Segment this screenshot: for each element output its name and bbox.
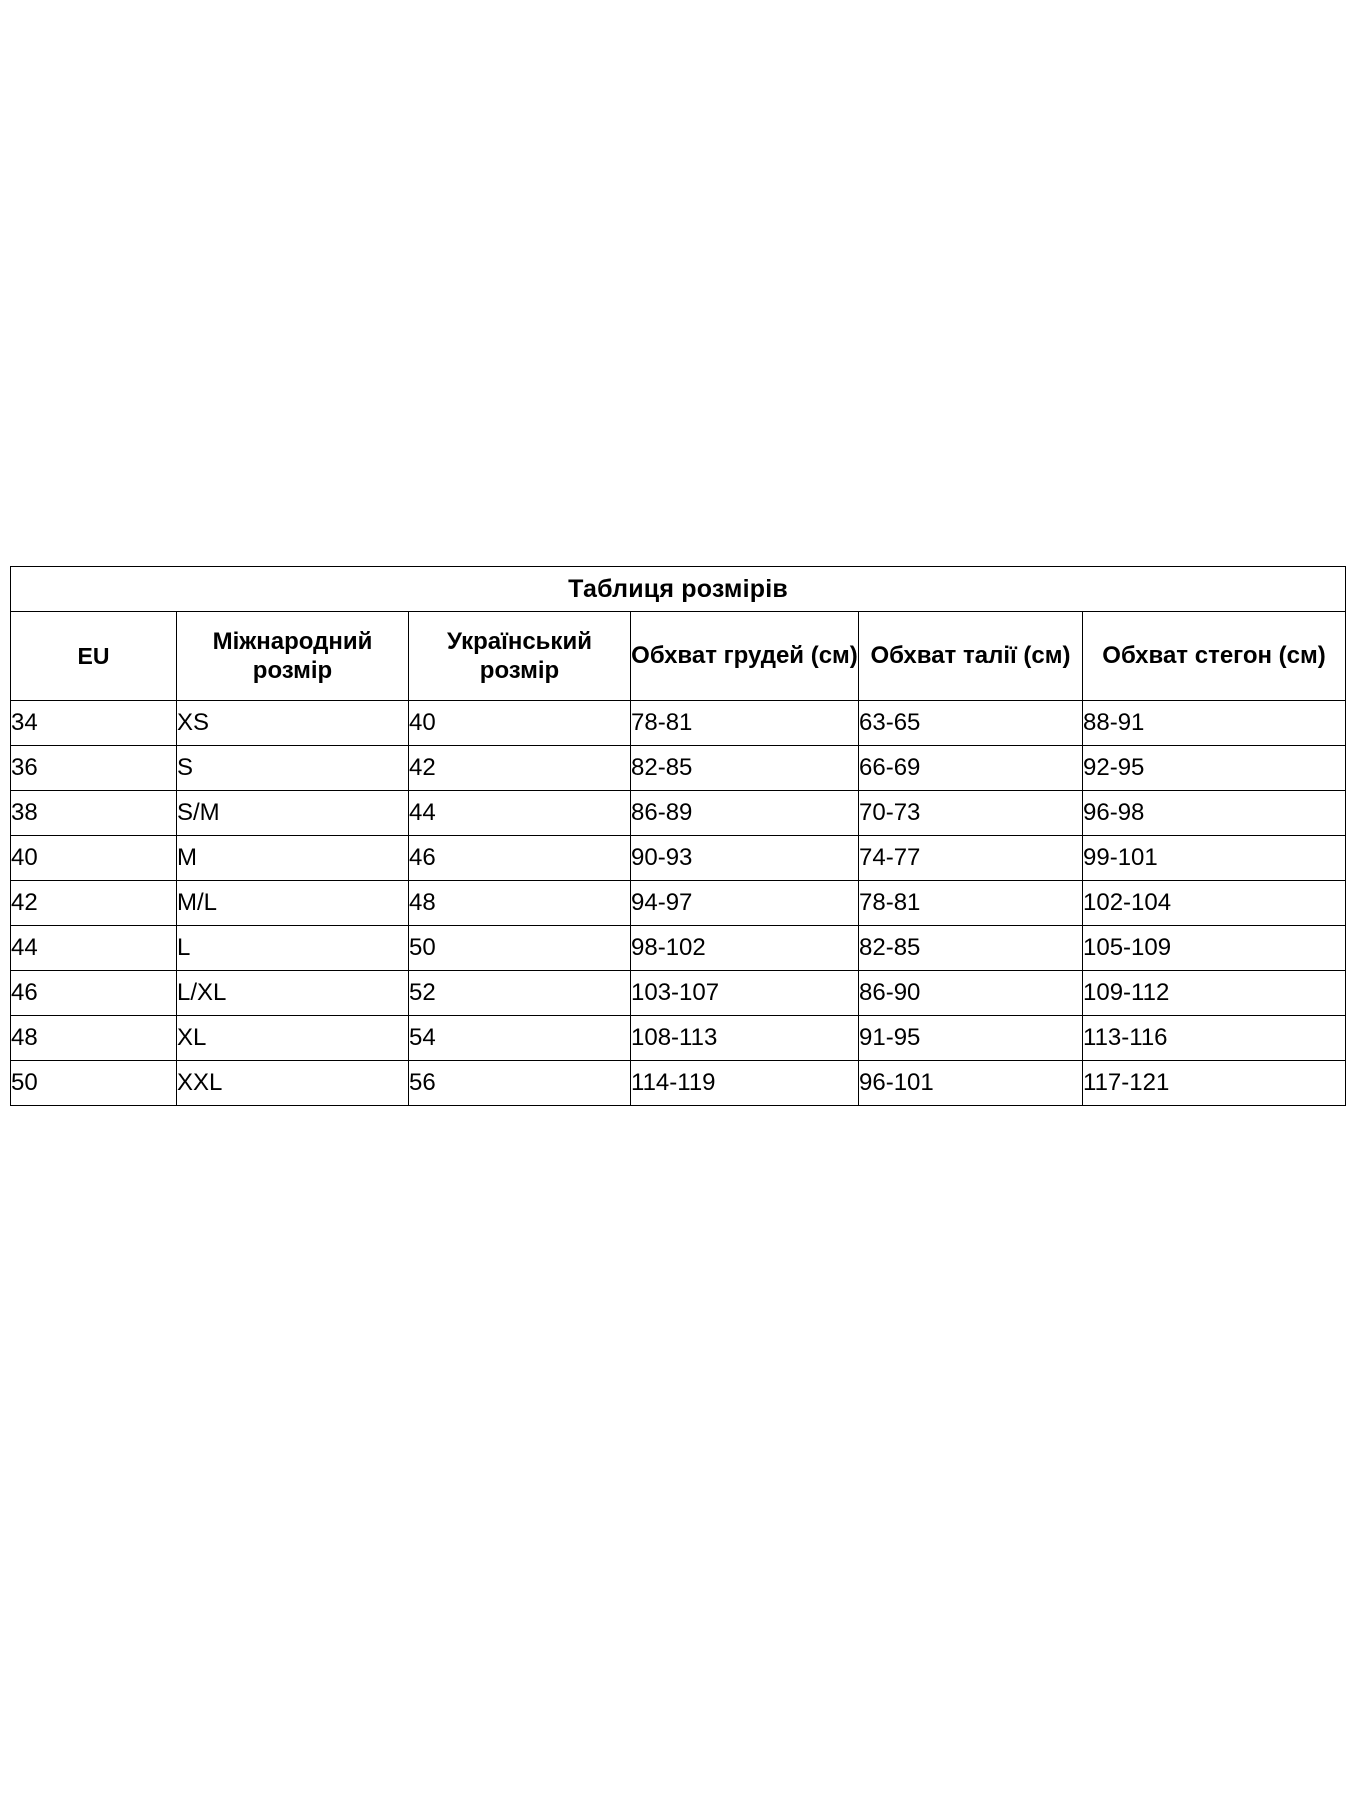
cell-waist: 74-77 [859,836,1083,881]
cell-international: XS [177,701,409,746]
cell-ukrainian: 42 [409,746,631,791]
cell-waist: 86-90 [859,971,1083,1016]
table-row [11,746,1346,791]
cell-eu: 42 [11,881,177,926]
cell-hips: 102-104 [1083,881,1346,926]
column-header-international: Міжнародний розмір [177,612,409,701]
cell-eu: 38 [11,791,177,836]
cell-ukrainian: 44 [409,791,631,836]
table-row [11,791,1346,836]
cell-chest: 108-113 [631,1016,859,1061]
size-chart-title: Таблиця розмірів [11,567,1346,612]
cell-waist: 91-95 [859,1016,1083,1061]
cell-waist: 82-85 [859,926,1083,971]
table-row [11,881,1346,926]
cell-ukrainian: 56 [409,1061,631,1106]
size-chart-container [10,566,1350,1106]
table-row [11,1061,1346,1106]
cell-eu: 50 [11,1061,177,1106]
cell-hips: 99-101 [1083,836,1346,881]
cell-ukrainian: 40 [409,701,631,746]
cell-waist: 96-101 [859,1061,1083,1106]
table-row [11,926,1346,971]
table-row [11,701,1346,746]
cell-waist: 66-69 [859,746,1083,791]
cell-ukrainian: 50 [409,926,631,971]
cell-eu: 46 [11,971,177,1016]
cell-international: XL [177,1016,409,1061]
cell-chest: 98-102 [631,926,859,971]
cell-international: M [177,836,409,881]
cell-waist: 70-73 [859,791,1083,836]
cell-ukrainian: 54 [409,1016,631,1061]
cell-chest: 78-81 [631,701,859,746]
cell-hips: 92-95 [1083,746,1346,791]
cell-eu: 48 [11,1016,177,1061]
cell-chest: 82-85 [631,746,859,791]
column-header-waist: Обхват талії (см) [859,612,1083,701]
size-chart-table [10,566,1346,1106]
cell-hips: 88-91 [1083,701,1346,746]
cell-waist: 78-81 [859,881,1083,926]
column-header-hips: Обхват стегон (см) [1083,612,1346,701]
cell-eu: 44 [11,926,177,971]
table-row [11,1016,1346,1061]
column-header-eu: EU [11,612,177,701]
cell-chest: 103-107 [631,971,859,1016]
cell-international: XXL [177,1061,409,1106]
cell-hips: 96-98 [1083,791,1346,836]
table-row [11,836,1346,881]
cell-ukrainian: 46 [409,836,631,881]
cell-international: S/M [177,791,409,836]
cell-eu: 40 [11,836,177,881]
cell-hips: 117-121 [1083,1061,1346,1106]
cell-eu: 34 [11,701,177,746]
column-header-chest: Обхват грудей (см) [631,612,859,701]
table-header-row [11,612,1346,701]
cell-international: S [177,746,409,791]
column-header-ukrainian: Український розмір [409,612,631,701]
cell-chest: 90-93 [631,836,859,881]
cell-hips: 105-109 [1083,926,1346,971]
cell-hips: 109-112 [1083,971,1346,1016]
cell-chest: 86-89 [631,791,859,836]
table-row [11,971,1346,1016]
cell-chest: 94-97 [631,881,859,926]
cell-eu: 36 [11,746,177,791]
cell-international: L [177,926,409,971]
cell-waist: 63-65 [859,701,1083,746]
table-title-row [11,567,1346,612]
cell-ukrainian: 52 [409,971,631,1016]
cell-ukrainian: 48 [409,881,631,926]
cell-international: L/XL [177,971,409,1016]
cell-hips: 113-116 [1083,1016,1346,1061]
cell-chest: 114-119 [631,1061,859,1106]
cell-international: M/L [177,881,409,926]
